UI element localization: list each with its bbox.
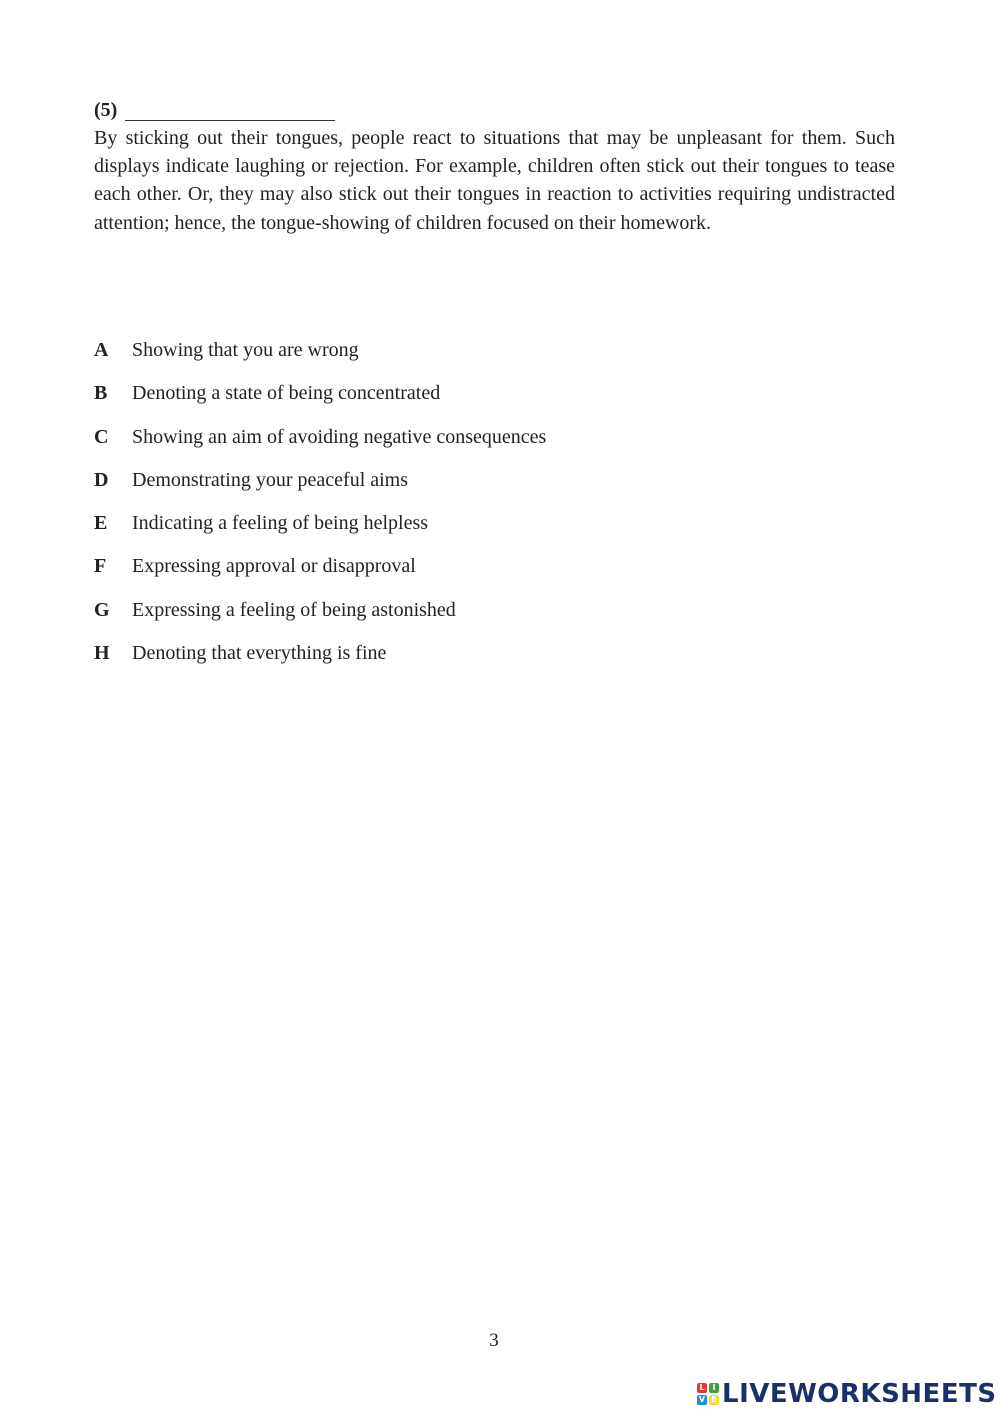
- option-item: [94, 596, 794, 639]
- question-paragraph: By sticking out their tongues, people react to situations that may be unpleasant for them. Such displays indicate laughing or rejection. For example, children often stick out their tongues to tease each other. Or, they may also stick out their tongues in reaction to activities requiring undistracted attention; hence, the tongue-showing of children focused on their homework.: [94, 127, 895, 234]
- option-item: [94, 552, 794, 595]
- option-letter: D: [94, 468, 109, 491]
- question-number: (5): [94, 99, 118, 121]
- logo-mark-square: V: [698, 1395, 706, 1404]
- option-letter: A: [94, 339, 109, 361]
- logo-mark-square: I: [709, 1383, 719, 1393]
- liveworksheets-logo[interactable]: [697, 1377, 997, 1411]
- option-letter: B: [94, 382, 108, 405]
- option-letter: F: [94, 555, 107, 578]
- option-text: Showing an aim of avoiding negative consequences: [132, 425, 547, 448]
- option-item: [94, 466, 794, 509]
- logo-mark-square: L: [697, 1383, 707, 1393]
- options-list: [94, 336, 794, 682]
- option-letter: E: [94, 512, 108, 535]
- option-text: Expressing approval or disapproval: [132, 555, 416, 578]
- option-text: Denoting that everything is fine: [132, 642, 387, 665]
- option-item: [94, 379, 794, 422]
- logo-mark-square: E: [709, 1395, 719, 1405]
- option-letter: G: [94, 598, 110, 621]
- option-text: Expressing a feeling of being astonished: [132, 598, 456, 621]
- question-block: [94, 96, 895, 237]
- question-header: [94, 96, 895, 124]
- option-item: [94, 509, 794, 552]
- option-item: [94, 336, 794, 379]
- option-text: Showing that you are wrong: [132, 339, 359, 361]
- logo-text: LIVEWORKSHEETS: [722, 1379, 997, 1409]
- option-text: Indicating a feeling of being helpless: [132, 512, 429, 535]
- option-text: Demonstrating your peaceful aims: [132, 468, 409, 491]
- option-text: Denoting a state of being concentrated: [132, 382, 441, 405]
- option-letter: C: [94, 425, 109, 448]
- option-item: [94, 423, 794, 466]
- logo-mark-icon: [697, 1383, 719, 1405]
- answer-blank[interactable]: [125, 98, 335, 121]
- page-number: 3: [489, 1330, 499, 1351]
- option-letter: H: [94, 642, 110, 665]
- option-item: [94, 639, 794, 682]
